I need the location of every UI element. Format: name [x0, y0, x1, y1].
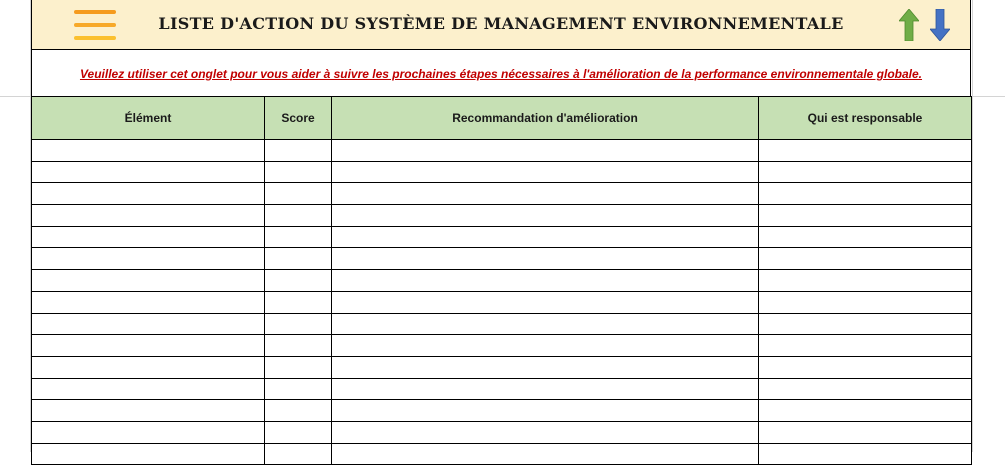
recommendation-cell[interactable] — [332, 421, 759, 443]
sheet-gridline — [972, 96, 1005, 97]
recommendation-cell[interactable] — [332, 140, 759, 162]
responsible-cell[interactable] — [759, 183, 972, 205]
responsible-cell[interactable] — [759, 140, 972, 162]
table-row — [32, 313, 972, 335]
column-header-element: Élément — [32, 97, 265, 140]
element-cell[interactable] — [32, 270, 265, 292]
column-header-recommendation: Recommandation d'amélioration — [332, 97, 759, 140]
table-row — [32, 421, 972, 443]
element-cell[interactable] — [32, 226, 265, 248]
notice-band — [31, 50, 971, 96]
responsible-cell[interactable] — [759, 313, 972, 335]
score-cell[interactable] — [265, 205, 332, 227]
score-cell[interactable] — [265, 378, 332, 400]
sheet-gridline — [972, 0, 973, 452]
recommendation-cell[interactable] — [332, 356, 759, 378]
responsible-cell[interactable] — [759, 226, 972, 248]
score-cell[interactable] — [265, 248, 332, 270]
column-header-score: Score — [265, 97, 332, 140]
score-cell[interactable] — [265, 270, 332, 292]
sheet-header — [31, 0, 971, 50]
table-row — [32, 378, 972, 400]
table-row — [32, 400, 972, 422]
menu-bar — [74, 36, 116, 40]
element-cell[interactable] — [32, 161, 265, 183]
action-table — [31, 96, 972, 465]
score-cell[interactable] — [265, 443, 332, 465]
responsible-cell[interactable] — [759, 421, 972, 443]
recommendation-cell[interactable] — [332, 183, 759, 205]
element-cell[interactable] — [32, 140, 265, 162]
responsible-cell[interactable] — [759, 378, 972, 400]
element-cell[interactable] — [32, 248, 265, 270]
recommendation-cell[interactable] — [332, 226, 759, 248]
responsible-cell[interactable] — [759, 400, 972, 422]
responsible-cell[interactable] — [759, 335, 972, 357]
responsible-cell[interactable] — [759, 443, 972, 465]
table-row — [32, 183, 972, 205]
element-cell[interactable] — [32, 443, 265, 465]
table-row — [32, 248, 972, 270]
score-cell[interactable] — [265, 400, 332, 422]
responsible-cell[interactable] — [759, 291, 972, 313]
score-cell[interactable] — [265, 140, 332, 162]
recommendation-cell[interactable] — [332, 291, 759, 313]
element-cell[interactable] — [32, 356, 265, 378]
table-row — [32, 140, 972, 162]
recommendation-cell[interactable] — [332, 335, 759, 357]
score-cell[interactable] — [265, 291, 332, 313]
table-row — [32, 356, 972, 378]
responsible-cell[interactable] — [759, 248, 972, 270]
recommendation-cell[interactable] — [332, 313, 759, 335]
element-cell[interactable] — [32, 378, 265, 400]
recommendation-cell[interactable] — [332, 378, 759, 400]
table-row — [32, 291, 972, 313]
score-cell[interactable] — [265, 335, 332, 357]
element-cell[interactable] — [32, 400, 265, 422]
score-cell[interactable] — [265, 356, 332, 378]
recommendation-cell[interactable] — [332, 161, 759, 183]
element-cell[interactable] — [32, 421, 265, 443]
responsible-cell[interactable] — [759, 161, 972, 183]
table-row — [32, 161, 972, 183]
table-row — [32, 226, 972, 248]
table-row — [32, 443, 972, 465]
table-row — [32, 335, 972, 357]
score-cell[interactable] — [265, 226, 332, 248]
arrow-up-icon[interactable] — [899, 9, 919, 41]
responsible-cell[interactable] — [759, 270, 972, 292]
element-cell[interactable] — [32, 335, 265, 357]
table-row — [32, 270, 972, 292]
recommendation-cell[interactable] — [332, 400, 759, 422]
page-title: LISTE D'ACTION DU SYSTÈME DE MANAGEMENT ENVIRONNEMENTALE — [158, 14, 844, 33]
score-cell[interactable] — [265, 313, 332, 335]
element-cell[interactable] — [32, 313, 265, 335]
score-cell[interactable] — [265, 183, 332, 205]
arrow-down-icon[interactable] — [930, 9, 950, 41]
element-cell[interactable] — [32, 183, 265, 205]
sheet-gridline — [0, 96, 31, 97]
table-row — [32, 205, 972, 227]
element-cell[interactable] — [32, 205, 265, 227]
instruction-notice: Veuillez utiliser cet onglet pour vous aider à suivre les prochaines étapes nécessaires à l'amélioration de la performance environnementale globale. — [79, 67, 923, 81]
responsible-cell[interactable] — [759, 356, 972, 378]
recommendation-cell[interactable] — [332, 270, 759, 292]
column-header-responsible: Qui est responsable — [759, 97, 972, 140]
recommendation-cell[interactable] — [332, 443, 759, 465]
recommendation-cell[interactable] — [332, 248, 759, 270]
responsible-cell[interactable] — [759, 205, 972, 227]
recommendation-cell[interactable] — [332, 205, 759, 227]
element-cell[interactable] — [32, 291, 265, 313]
score-cell[interactable] — [265, 161, 332, 183]
table-header-row — [32, 97, 972, 140]
score-cell[interactable] — [265, 421, 332, 443]
